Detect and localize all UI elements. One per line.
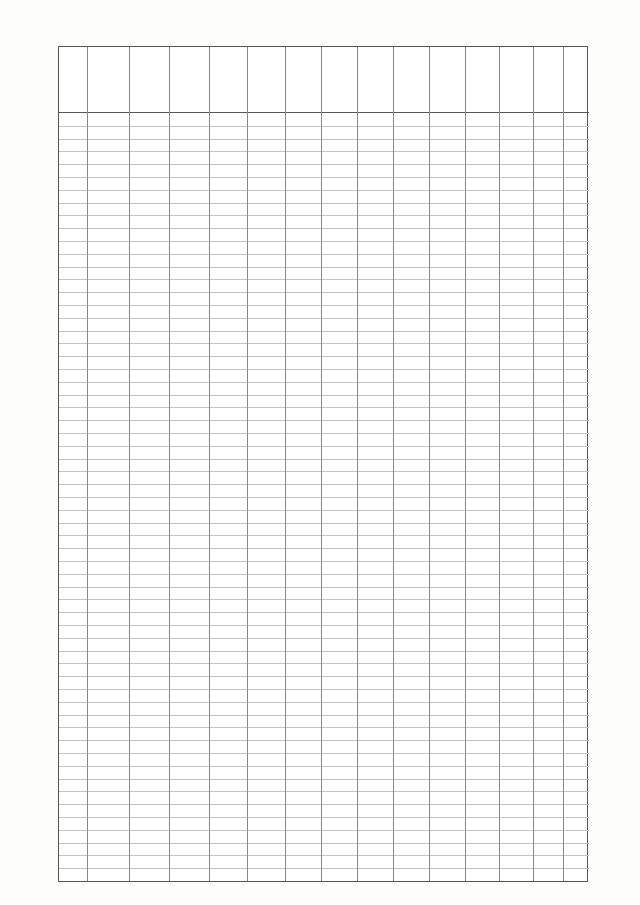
row-divider xyxy=(59,689,589,690)
row-divider xyxy=(59,267,589,268)
row-divider xyxy=(59,151,589,152)
row-divider xyxy=(59,727,589,728)
row-divider xyxy=(59,766,589,767)
row-divider xyxy=(59,843,589,844)
column-divider xyxy=(429,47,430,881)
row-divider xyxy=(59,868,589,869)
row-divider xyxy=(59,523,589,524)
column-divider xyxy=(393,47,394,881)
column-divider xyxy=(357,47,358,881)
row-divider xyxy=(59,676,589,677)
table-body xyxy=(59,113,589,881)
row-divider xyxy=(59,139,589,140)
column-divider xyxy=(321,47,322,881)
row-divider xyxy=(59,177,589,178)
row-divider xyxy=(59,638,589,639)
row-divider xyxy=(59,382,589,383)
column-divider xyxy=(169,47,170,881)
row-divider xyxy=(59,753,589,754)
column-divider xyxy=(465,47,466,881)
row-divider xyxy=(59,228,589,229)
column-divider xyxy=(533,47,534,881)
row-divider xyxy=(59,331,589,332)
row-divider xyxy=(59,356,589,357)
row-divider xyxy=(59,471,589,472)
row-divider xyxy=(59,779,589,780)
row-divider xyxy=(59,279,589,280)
row-divider xyxy=(59,164,589,165)
row-divider xyxy=(59,318,589,319)
row-divider xyxy=(59,804,589,805)
row-divider xyxy=(59,715,589,716)
column-divider xyxy=(247,47,248,881)
row-divider xyxy=(59,855,589,856)
row-divider xyxy=(59,241,589,242)
row-divider xyxy=(59,561,589,562)
column-divider xyxy=(87,47,88,881)
row-divider xyxy=(59,190,589,191)
row-divider xyxy=(59,702,589,703)
column-divider xyxy=(563,47,564,881)
row-divider xyxy=(59,612,589,613)
row-divider xyxy=(59,395,589,396)
column-divider xyxy=(129,47,130,881)
row-divider xyxy=(59,420,589,421)
column-divider xyxy=(209,47,210,881)
row-divider xyxy=(59,459,589,460)
row-divider xyxy=(59,203,589,204)
row-divider xyxy=(59,817,589,818)
row-divider xyxy=(59,433,589,434)
row-divider xyxy=(59,574,589,575)
row-divider xyxy=(59,535,589,536)
row-divider xyxy=(59,625,589,626)
row-divider xyxy=(59,484,589,485)
row-divider xyxy=(59,740,589,741)
row-divider xyxy=(59,791,589,792)
row-divider xyxy=(59,369,589,370)
column-divider xyxy=(285,47,286,881)
row-divider xyxy=(59,126,589,127)
row-divider xyxy=(59,548,589,549)
row-divider xyxy=(59,215,589,216)
column-divider xyxy=(499,47,500,881)
row-divider xyxy=(59,343,589,344)
row-divider xyxy=(59,599,589,600)
row-divider xyxy=(59,407,589,408)
row-divider xyxy=(59,497,589,498)
row-divider xyxy=(59,663,589,664)
row-divider xyxy=(59,305,589,306)
row-divider xyxy=(59,651,589,652)
row-divider xyxy=(59,254,589,255)
data-table xyxy=(58,46,588,882)
page-number xyxy=(56,30,584,43)
row-divider xyxy=(59,510,589,511)
table-header xyxy=(59,47,589,113)
row-divider xyxy=(59,446,589,447)
row-divider xyxy=(59,292,589,293)
row-divider xyxy=(59,587,589,588)
row-divider xyxy=(59,830,589,831)
